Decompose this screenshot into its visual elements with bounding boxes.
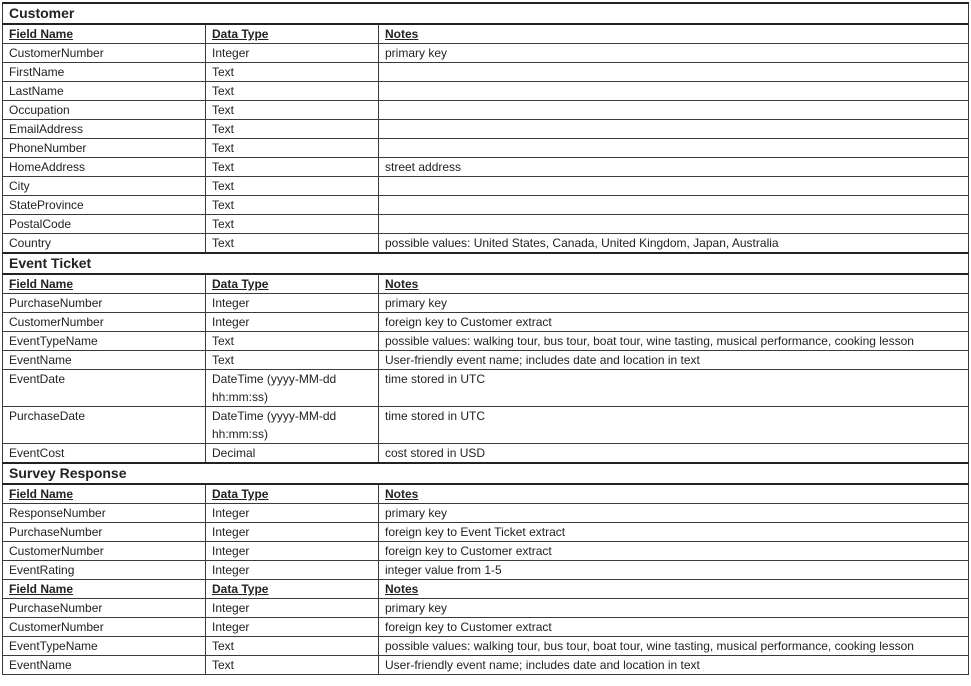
column-header-row — [3, 580, 969, 599]
table-row — [3, 139, 969, 158]
data-type-cell: Text — [206, 101, 379, 120]
data-type-cell: Integer — [206, 44, 379, 63]
data-type-cell: Text — [206, 234, 379, 254]
field-name-cell: EventTypeName — [3, 637, 206, 656]
table-row — [3, 158, 969, 177]
field-name-cell: EventRating — [3, 561, 206, 580]
table-row — [3, 313, 969, 332]
notes-header: Notes — [379, 274, 969, 294]
table-row — [3, 407, 969, 444]
data-type-cell: Text — [206, 158, 379, 177]
table-row — [3, 63, 969, 82]
data-type-cell: DateTime (yyyy-MM-dd hh:mm:ss) — [206, 407, 379, 444]
field-name-cell: CustomerNumber — [3, 313, 206, 332]
notes-cell: integer value from 1-5 — [379, 561, 969, 580]
field-name-header: Field Name — [3, 580, 206, 599]
data-type-header: Data Type — [206, 580, 379, 599]
data-type-cell: Integer — [206, 313, 379, 332]
table-row — [3, 370, 969, 407]
field-name-header: Field Name — [3, 274, 206, 294]
notes-cell: time stored in UTC — [379, 370, 969, 407]
notes-cell: time stored in UTC — [379, 407, 969, 444]
data-type-cell: Text — [206, 177, 379, 196]
notes-cell — [379, 177, 969, 196]
data-type-cell: Text — [206, 656, 379, 675]
field-name-cell: PurchaseNumber — [3, 523, 206, 542]
table-row — [3, 618, 969, 637]
field-name-cell: Country — [3, 234, 206, 254]
data-type-cell: DateTime (yyyy-MM-dd hh:mm:ss) — [206, 370, 379, 407]
notes-cell — [379, 196, 969, 215]
field-name-header: Field Name — [3, 484, 206, 504]
data-type-header: Data Type — [206, 24, 379, 44]
table-row — [3, 523, 969, 542]
data-type-cell: Integer — [206, 561, 379, 580]
data-type-cell: Text — [206, 215, 379, 234]
field-name-cell: HomeAddress — [3, 158, 206, 177]
data-type-cell: Text — [206, 63, 379, 82]
data-type-cell: Text — [206, 637, 379, 656]
section-title: Event Ticket — [3, 253, 969, 274]
field-name-cell: EventName — [3, 656, 206, 675]
notes-header: Notes — [379, 484, 969, 504]
field-name-cell: EmailAddress — [3, 120, 206, 139]
section-title-row — [3, 463, 969, 484]
table-row — [3, 120, 969, 139]
data-type-cell: Integer — [206, 504, 379, 523]
table-row — [3, 177, 969, 196]
table-row — [3, 444, 969, 464]
table-row — [3, 196, 969, 215]
table-row — [3, 294, 969, 313]
notes-cell: foreign key to Customer extract — [379, 313, 969, 332]
section-title: Survey Response — [3, 463, 969, 484]
table-row — [3, 215, 969, 234]
notes-header: Notes — [379, 580, 969, 599]
notes-cell: cost stored in USD — [379, 444, 969, 464]
notes-cell: possible values: walking tour, bus tour, boat tour, wine tasting, musical performance, cooking lesson — [379, 332, 969, 351]
table-row — [3, 101, 969, 120]
notes-cell: primary key — [379, 44, 969, 63]
table-row — [3, 504, 969, 523]
table-row — [3, 542, 969, 561]
notes-cell: primary key — [379, 294, 969, 313]
notes-cell — [379, 82, 969, 101]
data-type-cell: Text — [206, 139, 379, 158]
section-title-row — [3, 3, 969, 24]
field-name-header: Field Name — [3, 24, 206, 44]
field-name-cell: CustomerNumber — [3, 618, 206, 637]
data-type-cell: Integer — [206, 618, 379, 637]
data-type-header: Data Type — [206, 274, 379, 294]
data-type-cell: Text — [206, 120, 379, 139]
notes-cell: User-friendly event name; includes date and location in text — [379, 656, 969, 675]
field-name-cell: FirstName — [3, 63, 206, 82]
field-name-cell: PurchaseNumber — [3, 599, 206, 618]
field-name-cell: PurchaseDate — [3, 407, 206, 444]
column-header-row — [3, 274, 969, 294]
notes-cell: foreign key to Customer extract — [379, 618, 969, 637]
field-name-cell: EventTypeName — [3, 332, 206, 351]
data-type-cell: Decimal — [206, 444, 379, 464]
table-row — [3, 82, 969, 101]
table-row — [3, 599, 969, 618]
section-title: Customer — [3, 3, 969, 24]
table-row — [3, 561, 969, 580]
notes-cell — [379, 101, 969, 120]
column-header-row — [3, 24, 969, 44]
table-row — [3, 44, 969, 63]
field-name-cell: CustomerNumber — [3, 44, 206, 63]
schema-table — [2, 2, 969, 675]
section-title-row — [3, 253, 969, 274]
field-name-cell: PhoneNumber — [3, 139, 206, 158]
column-header-row — [3, 484, 969, 504]
field-name-cell: Occupation — [3, 101, 206, 120]
table-row — [3, 234, 969, 254]
data-type-cell: Integer — [206, 542, 379, 561]
notes-cell: User-friendly event name; includes date and location in text — [379, 351, 969, 370]
data-type-cell: Text — [206, 332, 379, 351]
notes-cell — [379, 120, 969, 139]
field-name-cell: LastName — [3, 82, 206, 101]
field-name-cell: EventDate — [3, 370, 206, 407]
data-type-cell: Text — [206, 82, 379, 101]
notes-cell: street address — [379, 158, 969, 177]
table-row — [3, 351, 969, 370]
table-row — [3, 332, 969, 351]
field-name-cell: PostalCode — [3, 215, 206, 234]
notes-cell — [379, 215, 969, 234]
notes-cell — [379, 139, 969, 158]
data-type-cell: Integer — [206, 599, 379, 618]
table-row — [3, 656, 969, 675]
field-name-cell: EventName — [3, 351, 206, 370]
field-name-cell: City — [3, 177, 206, 196]
schema-table-body — [3, 3, 969, 675]
field-name-cell: ResponseNumber — [3, 504, 206, 523]
notes-cell: possible values: United States, Canada, United Kingdom, Japan, Australia — [379, 234, 969, 254]
data-type-cell: Text — [206, 196, 379, 215]
notes-cell: primary key — [379, 599, 969, 618]
notes-cell: foreign key to Event Ticket extract — [379, 523, 969, 542]
notes-cell: foreign key to Customer extract — [379, 542, 969, 561]
notes-cell — [379, 63, 969, 82]
schema-document — [2, 2, 969, 675]
data-type-cell: Text — [206, 351, 379, 370]
notes-cell: possible values: walking tour, bus tour, boat tour, wine tasting, musical performance, cooking lesson — [379, 637, 969, 656]
notes-header: Notes — [379, 24, 969, 44]
field-name-cell: PurchaseNumber — [3, 294, 206, 313]
data-type-cell: Integer — [206, 523, 379, 542]
data-type-header: Data Type — [206, 484, 379, 504]
table-row — [3, 637, 969, 656]
field-name-cell: EventCost — [3, 444, 206, 464]
data-type-cell: Integer — [206, 294, 379, 313]
notes-cell: primary key — [379, 504, 969, 523]
field-name-cell: CustomerNumber — [3, 542, 206, 561]
field-name-cell: StateProvince — [3, 196, 206, 215]
